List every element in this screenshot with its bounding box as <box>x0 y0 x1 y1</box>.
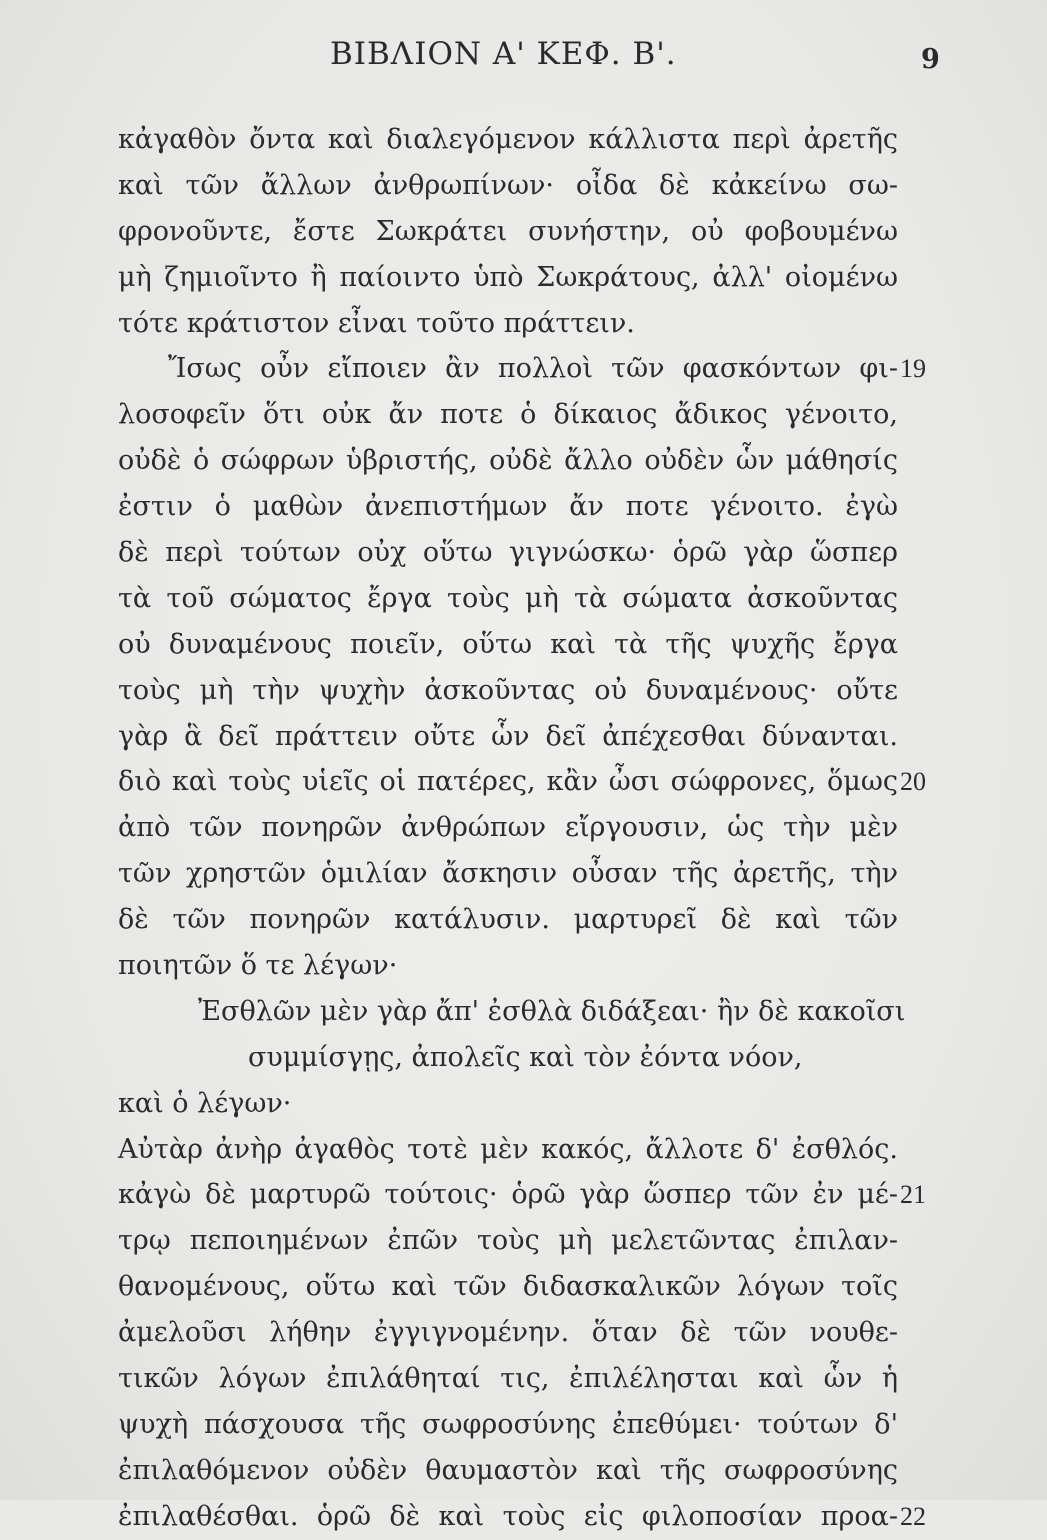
text-line-wrap <box>118 346 926 392</box>
section-number: 21 <box>900 1180 926 1210</box>
text-line-wrap <box>118 897 898 943</box>
text-line-wrap <box>118 301 898 347</box>
text-line-wrap <box>118 530 898 576</box>
text-line: ἐπιλαθόμενον οὐδὲν θαυμαστὸν καὶ τῆς σωφροσύνης <box>118 1454 898 1486</box>
text-line-wrap <box>118 1402 898 1448</box>
text-line-wrap <box>118 1264 898 1310</box>
section-number: 19 <box>900 354 926 384</box>
text-line: Ἴσως οὖν εἴποιεν ἂν πολλοὶ τῶν φασκόντων φι- <box>168 353 898 385</box>
text-line: συμμίσγῃς, ἀπολεῖς καὶ τὸν ἐόντα νόον, <box>248 1041 803 1073</box>
text-line: ψυχὴ πάσχουσα τῆς σωφροσύνης ἐπεθύμει· τούτων δ' <box>118 1408 898 1440</box>
section-number: 20 <box>900 767 926 797</box>
text-line-wrap <box>118 759 926 805</box>
text-line: οὐδὲ ὁ σώφρων ὑβριστής, οὐδὲ ἄλλο οὐδὲν ὧν μάθησίς <box>118 445 898 477</box>
text-line: ἀπὸ τῶν πονηρῶν ἀνθρώπων εἴργουσιν, ὡς τὴν μὲν <box>118 812 898 844</box>
text-line: τικῶν λόγων ἐπιλάθηταί τις, ἐπιλέλησται καὶ ὧν ἡ <box>118 1363 898 1395</box>
text-line-wrap <box>118 805 898 851</box>
text-line-wrap <box>118 1127 898 1173</box>
text-line: δὲ τῶν πονηρῶν κατάλυσιν. μαρτυρεῖ δὲ καὶ τῶν <box>118 904 898 936</box>
body-text <box>118 117 926 1540</box>
text-line-wrap <box>118 1081 898 1127</box>
text-line-wrap <box>118 1356 898 1402</box>
text-line-wrap <box>118 163 898 209</box>
text-line-wrap <box>118 1035 898 1081</box>
text-line-wrap <box>118 392 898 438</box>
text-line: μὴ ζημιοῖντο ἢ παίοιντο ὑπὸ Σωκράτους, ἀλλ' οἰομένω <box>118 261 898 293</box>
text-line: τὰ τοῦ σώματος ἔργα τοὺς μὴ τὰ σώματα ἀσκοῦντας <box>118 582 898 614</box>
text-line: ἐστιν ὁ μαθὼν ἀνεπιστήμων ἄν ποτε γένοιτο. ἐγὼ <box>118 491 898 523</box>
text-line: καὶ ὁ λέγων· <box>118 1087 292 1119</box>
text-line-wrap <box>118 668 898 714</box>
text-line: τρῳ πεποιημένων ἐπῶν τοὺς μὴ μελετῶντας ἐπιλαν- <box>118 1225 898 1257</box>
text-line-wrap <box>118 622 898 668</box>
text-line-wrap <box>118 943 898 989</box>
text-line: φρονοῦντε, ἔστε Σωκράτει συνήστην, οὐ φοβουμένω <box>118 215 898 247</box>
text-line-wrap <box>118 117 898 163</box>
text-line: δὲ περὶ τούτων οὐχ οὕτω γιγνώσκω· ὁρῶ γὰρ ὥσπερ <box>118 537 898 569</box>
text-line-wrap <box>118 1494 926 1540</box>
text-line-wrap <box>118 1448 898 1494</box>
section-number: 22 <box>900 1501 926 1531</box>
text-line-wrap <box>118 1172 926 1218</box>
text-line-wrap <box>118 209 898 255</box>
text-line: καὶ τῶν ἄλλων ἀνθρωπίνων· οἶδα δὲ κἀκείνω σω- <box>118 169 898 201</box>
text-line: θανομένους, οὕτω καὶ τῶν διδασκαλικῶν λόγων τοῖς <box>118 1271 898 1303</box>
text-line-wrap <box>118 255 898 301</box>
text-line-wrap <box>118 484 898 530</box>
text-line: Ἐσθλῶν μὲν γὰρ ἄπ' ἐσθλὰ διδάξεαι· ἢν δὲ κακοῖσι <box>198 995 906 1027</box>
text-line-wrap <box>118 576 898 622</box>
text-line-wrap <box>118 1218 898 1264</box>
text-line: ποιητῶν ὅ τε λέγων· <box>118 950 398 982</box>
text-line: ἀμελοῦσι λήθην ἐγγιγνομένην. ὅταν δὲ τῶν νουθε- <box>118 1317 898 1349</box>
text-line-wrap <box>118 851 898 897</box>
text-line-wrap <box>118 714 898 760</box>
text-line: ἐπιλαθέσθαι. ὁρῶ δὲ καὶ τοὺς εἰς φιλοποσίαν προα- <box>118 1500 898 1532</box>
page-number: 9 <box>921 44 940 75</box>
text-line: τότε κράτιστον εἶναι τοῦτο πράττειν. <box>118 307 635 339</box>
text-line-wrap <box>118 438 898 484</box>
text-line: τῶν χρηστῶν ὁμιλίαν ἄσκησιν οὖσαν τῆς ἀρετῆς, τὴν <box>118 858 898 890</box>
running-head: ΒΙΒΛΙΟΝ Α' ΚΕΦ. Β'. <box>330 36 677 72</box>
text-line-wrap <box>118 989 906 1035</box>
text-line: λοσοφεῖν ὅτι οὐκ ἄν ποτε ὁ δίκαιος ἄδικος γένοιτο, <box>118 399 898 431</box>
text-line: γὰρ ἃ δεῖ πράττειν οὔτε ὧν δεῖ ἀπέχεσθαι δύνανται. <box>118 720 898 752</box>
text-line: Αὐτὰρ ἀνὴρ ἀγαθὸς τοτὲ μὲν κακός, ἄλλοτε δ' ἐσθλός. <box>118 1133 898 1165</box>
text-line: οὐ δυναμένους ποιεῖν, οὕτω καὶ τὰ τῆς ψυχῆς ἔργα <box>118 628 898 660</box>
text-line: διὸ καὶ τοὺς υἱεῖς οἱ πατέρες, κἂν ὦσι σώφρονες, ὅμως <box>118 766 898 798</box>
text-line: κἀγαθὸν ὄντα καὶ διαλεγόμενον κάλλιστα περὶ ἀρετῆς <box>118 124 898 155</box>
text-line: τοὺς μὴ τὴν ψυχὴν ἀσκοῦντας οὐ δυναμένους· οὔτε <box>118 674 898 706</box>
text-line: κἀγὼ δὲ μαρτυρῶ τούτοις· ὁρῶ γὰρ ὥσπερ τῶν ἐν μέ- <box>118 1179 898 1211</box>
text-line-wrap <box>118 1310 898 1356</box>
